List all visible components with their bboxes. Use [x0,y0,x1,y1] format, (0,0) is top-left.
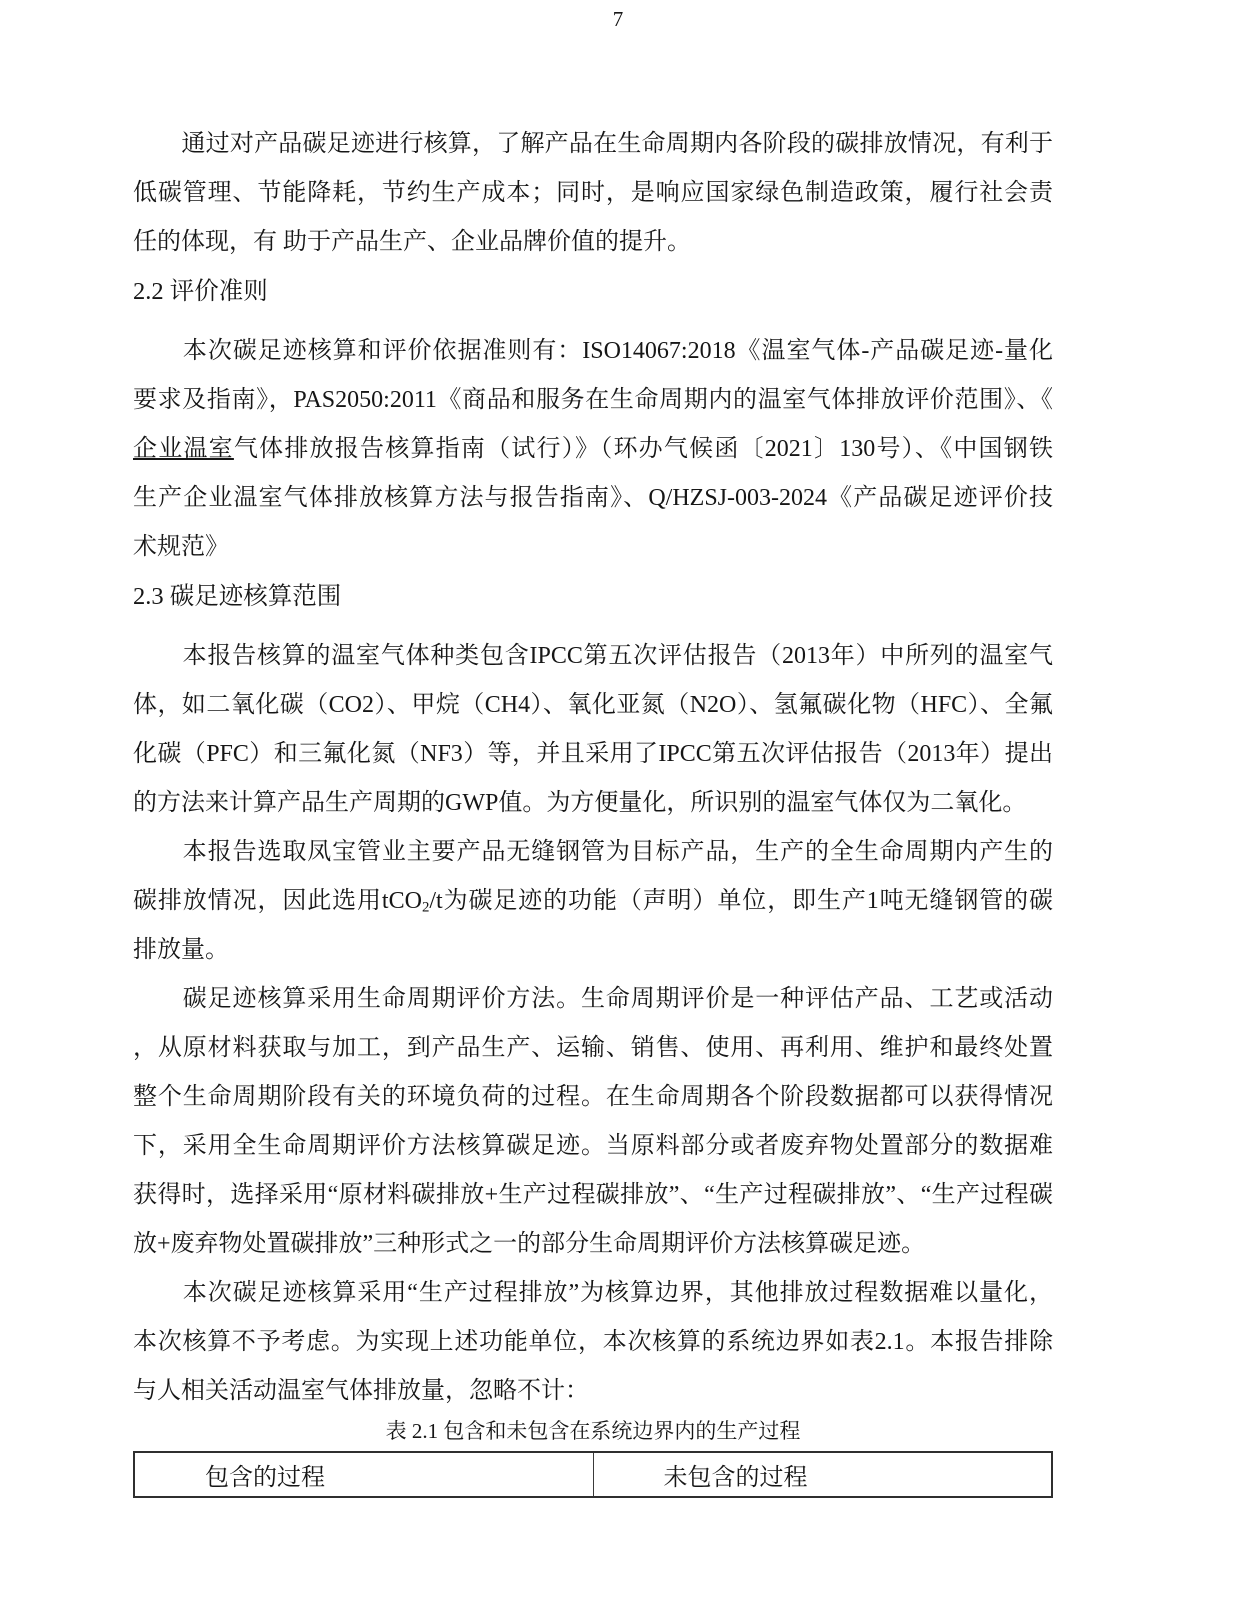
text-line [133,926,1053,975]
text-run: /t为碳足迹的功能（声明）单位，即生产1吨无缝钢管的碳 [429,888,1053,914]
text-line [133,327,1053,376]
text-run: 的方法来计算产品生产周期的GWP值。为方便量化，所识别的温室气体仅为二氧化。 [133,790,1027,816]
underlined-text: 企业温室 [133,436,234,462]
text-run: 术规范》 [133,534,229,560]
boundary-table [133,1451,1053,1498]
text-run: 整个生命周期阶段有关的环境负荷的过程。在生命周期各个阶段数据都可以获得情况 [133,1084,1053,1110]
section-heading: 2.3 碳足迹核算范围 [133,583,342,610]
text-run: 本报告选取凤宝管业主要产品无缝钢管为目标产品，生产的全生命周期内产生的 [133,839,1053,865]
text-run: 要求及指南》，PAS2050:2011《商品和服务在生命周期内的温室气体排放评价范围》、《 [133,387,1053,413]
text-run: 下，采用全生命周期评价方法核算碳足迹。当原料部分或者废弃物处置部分的数据难 [133,1133,1053,1159]
document-body [133,120,1053,1498]
text-run: 与人相关活动温室气体排放量，忽略不计： [133,1378,589,1404]
text-run: 本报告核算的温室气体种类包含IPCC第五次评估报告（2013年）中所列的温室气 [133,643,1053,669]
text-line [133,1269,1053,1318]
text-line [133,1171,1053,1220]
text-run: 生产企业温室气体排放核算方法与报告指南》、Q/HZSJ-003-2024《产品碳足迹评价技 [133,485,1053,511]
table-caption: 表 2.1 包含和未包含在系统边界内的生产过程 [385,1419,801,1443]
text-line [133,730,1053,779]
text-line [133,632,1053,681]
subscript-text: 2 [421,899,430,916]
paragraph [133,975,1053,1269]
paragraph [133,327,1053,572]
text-line [133,681,1053,730]
text-run: 排放量。 [133,937,229,963]
text-line [133,1122,1053,1171]
table-header-row [134,1452,1052,1497]
text-line [133,376,1053,425]
text-line [133,425,1053,474]
paragraph [133,1269,1053,1416]
text-run: 体，如二氧化碳（CO2）、甲烷（CH4）、氧化亚氮（N2O）、氢氟碳化物（HFC）、全氟 [133,692,1053,718]
table-header-cell: 包含的过程 [134,1452,593,1497]
text-run: 化碳（PFC）和三氟化氮（NF3）等，并且采用了IPCC第五次评估报告（2013年）提出 [133,741,1053,767]
text-run: 获得时，选择采用“原材料碳排放+生产过程碳排放”、“生产过程碳排放”、“生产过程碳 [133,1182,1053,1208]
text-run: 本次碳足迹核算采用“生产过程排放”为核算边界，其他排放过程数据难以量化， [133,1280,1053,1306]
text-line [133,1367,1053,1416]
text-line [133,120,1053,169]
text-run: 低碳管理、节能降耗，节约生产成本；同时，是响应国家绿色制造政策，履行社会责 [133,180,1053,206]
text-line [133,877,1053,926]
text-line [133,1073,1053,1122]
paragraph [133,632,1053,828]
text-line [133,779,1053,828]
text-line [133,523,1053,572]
text-run: 通过对产品碳足迹进行核算，了解产品在生命周期内各阶段的碳排放情况，有利于 [133,131,1053,157]
page-footer [0,5,1236,33]
text-run: 碳足迹核算采用生命周期评价方法。生命周期评价是一种评估产品、工艺或活动 [133,986,1053,1012]
paragraph [133,120,1053,267]
text-line [133,218,1053,267]
paragraph [133,828,1053,975]
text-line [133,169,1053,218]
text-run: 任的体现，有 助于产品生产、企业品牌价值的提升。 [133,229,691,255]
text-run: ，从原材料获取与加工，到产品生产、运输、销售、使用、再利用、维护和最终处置 [133,1035,1053,1061]
text-line [133,975,1053,1024]
text-run: 气体排放报告核算指南（试行）》（环办气候函〔2021〕130号）、《中国钢铁 [233,436,1053,462]
text-run: 碳排放情况，因此选用tCO [133,888,422,914]
text-line [133,1220,1053,1269]
table-header-cell: 未包含的过程 [593,1452,1052,1497]
text-line [133,1024,1053,1073]
page-number: 7 [612,7,624,31]
section-heading: 2.2 评价准则 [133,278,268,305]
text-line [133,1318,1053,1367]
text-line [133,474,1053,523]
text-run: 本次碳足迹核算和评价依据准则有：ISO14067:2018《温室气体-产品碳足迹-量化 [133,338,1053,364]
text-line [133,828,1053,877]
text-run: 放+废弃物处置碳排放”三种形式之一的部分生命周期评价方法核算碳足迹。 [133,1231,926,1257]
text-run: 本次核算不予考虑。为实现上述功能单位，本次核算的系统边界如表2.1。本报告排除 [133,1329,1053,1355]
